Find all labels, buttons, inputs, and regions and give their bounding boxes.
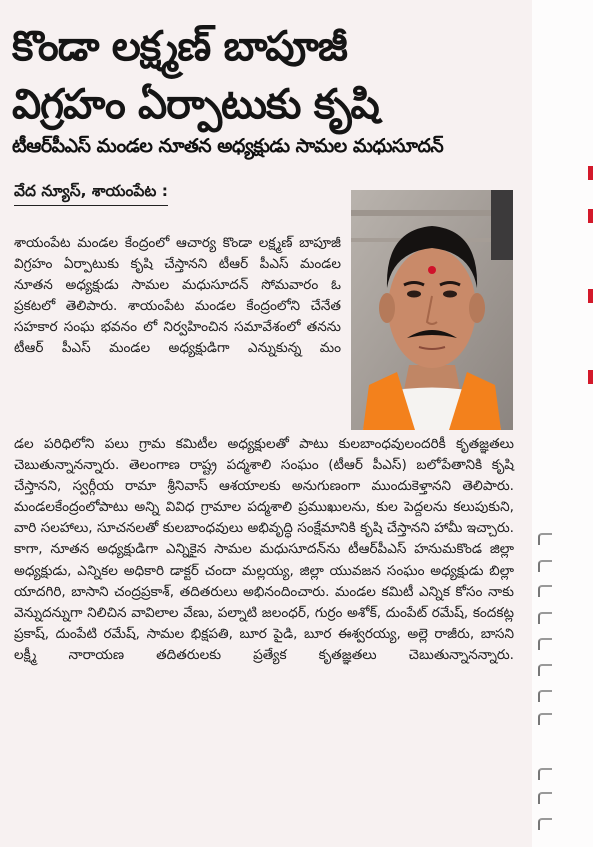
bullet-marker xyxy=(588,166,593,180)
cut-off-text xyxy=(538,792,552,804)
cut-off-text xyxy=(538,560,552,572)
headline-line-2: విగ్రహం ఏర్పాటుకు కృషి xyxy=(12,80,379,128)
subheadline: టీఆర్‌పీఎస్ మండల నూతన అధ్యక్షుడు సామల మధుసూదన్ xyxy=(12,135,444,157)
adjacent-column-fragment xyxy=(532,0,593,847)
cut-off-text xyxy=(538,585,552,597)
cut-off-text xyxy=(538,664,552,676)
cut-off-text xyxy=(538,713,552,725)
article-body-part-2: డల పరిధిలోని పలు గ్రామ కమిటీల అధ్యక్షులతో పాటు కులబాంధవులందరికీ కృతజ్ఞతలు చెబుతున్నానన్నారు. తెలంగాణ రాష్ట్ర పద్మశాలి సంఘం (టీఆర్ పీఎస్) బలోపేతానికి కృషి చేస్తానని, స్వర్గీయ రామా శ్రీనివాస్ ఆశయాలకు అనుగుణంగా ముందుకెళ్తానని తెలిపారు. మండలకేంద్రంలోపాటు అన్ని వివిధ గ్రామాల పద్మశాలి ప్రముఖులను, కుల పెద్దలను కలుపుకుని, వారి సలహాలు, సూచనలతో కులబాంధవులు అభివృద్ధి సంక్షేమానికి కృషి చేస్తానని హామీ ఇచ్చారు. కాగా, నూతన అధ్యక్షుడిగా ఎన్నికైన సామల మధుసూదన్‌ను టీఆర్‌పీఎస్ హనుమకొండ జిల్లా అధ్యక్షుడు, ఎన్నికల అధికారి డాక్టర్ చందా మల్లయ్య, జిల్లా యువజన సంఘం అధ్యక్షుడు బిల్లా యాదగిరి, బాసాని చంద్రప్రకాశ్, తదితరులు అభినందించారు. మండల కమిటీ ఎన్నిక కోసం నాకు వెన్నుదన్నుగా నిలిచిన వావిలాల వేణు, పల్నాటి జలంధర్, గుర్రం అశోక్, దుంపేట్ రమేష్, కందకట్ల ప్రకాష్, దుంపేటి రమేష్, సామల భిక్షపతి, బూర పైడి, బూర ఈశ్వరయ్య, అల్లె రాజీరు, బాసని లక్ష్మీ నారాయణ తదితరులకు ప్రత్యేక కృతజ్ఞతలు చెబుతున్నానన్నారు. xyxy=(14,436,514,663)
cut-off-text xyxy=(538,690,552,702)
headline-line-1: కొండా లక్ష్మణ్ బాపూజీ xyxy=(12,22,347,70)
cut-off-text xyxy=(538,768,552,780)
cut-off-text xyxy=(538,818,552,830)
cut-off-text xyxy=(538,612,552,624)
bullet-marker xyxy=(588,370,593,384)
cut-off-text xyxy=(538,638,552,650)
cut-off-text xyxy=(538,533,552,545)
article-body-part-1: శాయంపేట మండల కేంద్రంలో ఆచార్య కొండా లక్ష్మణ్ బాపూజీ విగ్రహం ఏర్పాటుకు కృషి చేస్తానని టీఆర్ పీఎస్ మండల నూతన అధ్యక్షుడు సామల మధుసూదన్ సోమవారం ఓ ప్రకటలో తెలిపారు. శాయంపేట మండల కేంద్రంలోని చేనేత సహకార సంఘ భవనం లో నిర్వహించిన సమావేశంలో తనను టీఆర్ పీఎస్ మండల అధ్యక్షుడిగా ఎన్నుకున్న మం xyxy=(14,235,341,357)
portrait-photo xyxy=(351,190,513,430)
bullet-marker xyxy=(588,209,593,223)
byline: వేద న్యూస్, శాయంపేట : xyxy=(14,180,168,206)
bullet-marker xyxy=(588,289,593,303)
